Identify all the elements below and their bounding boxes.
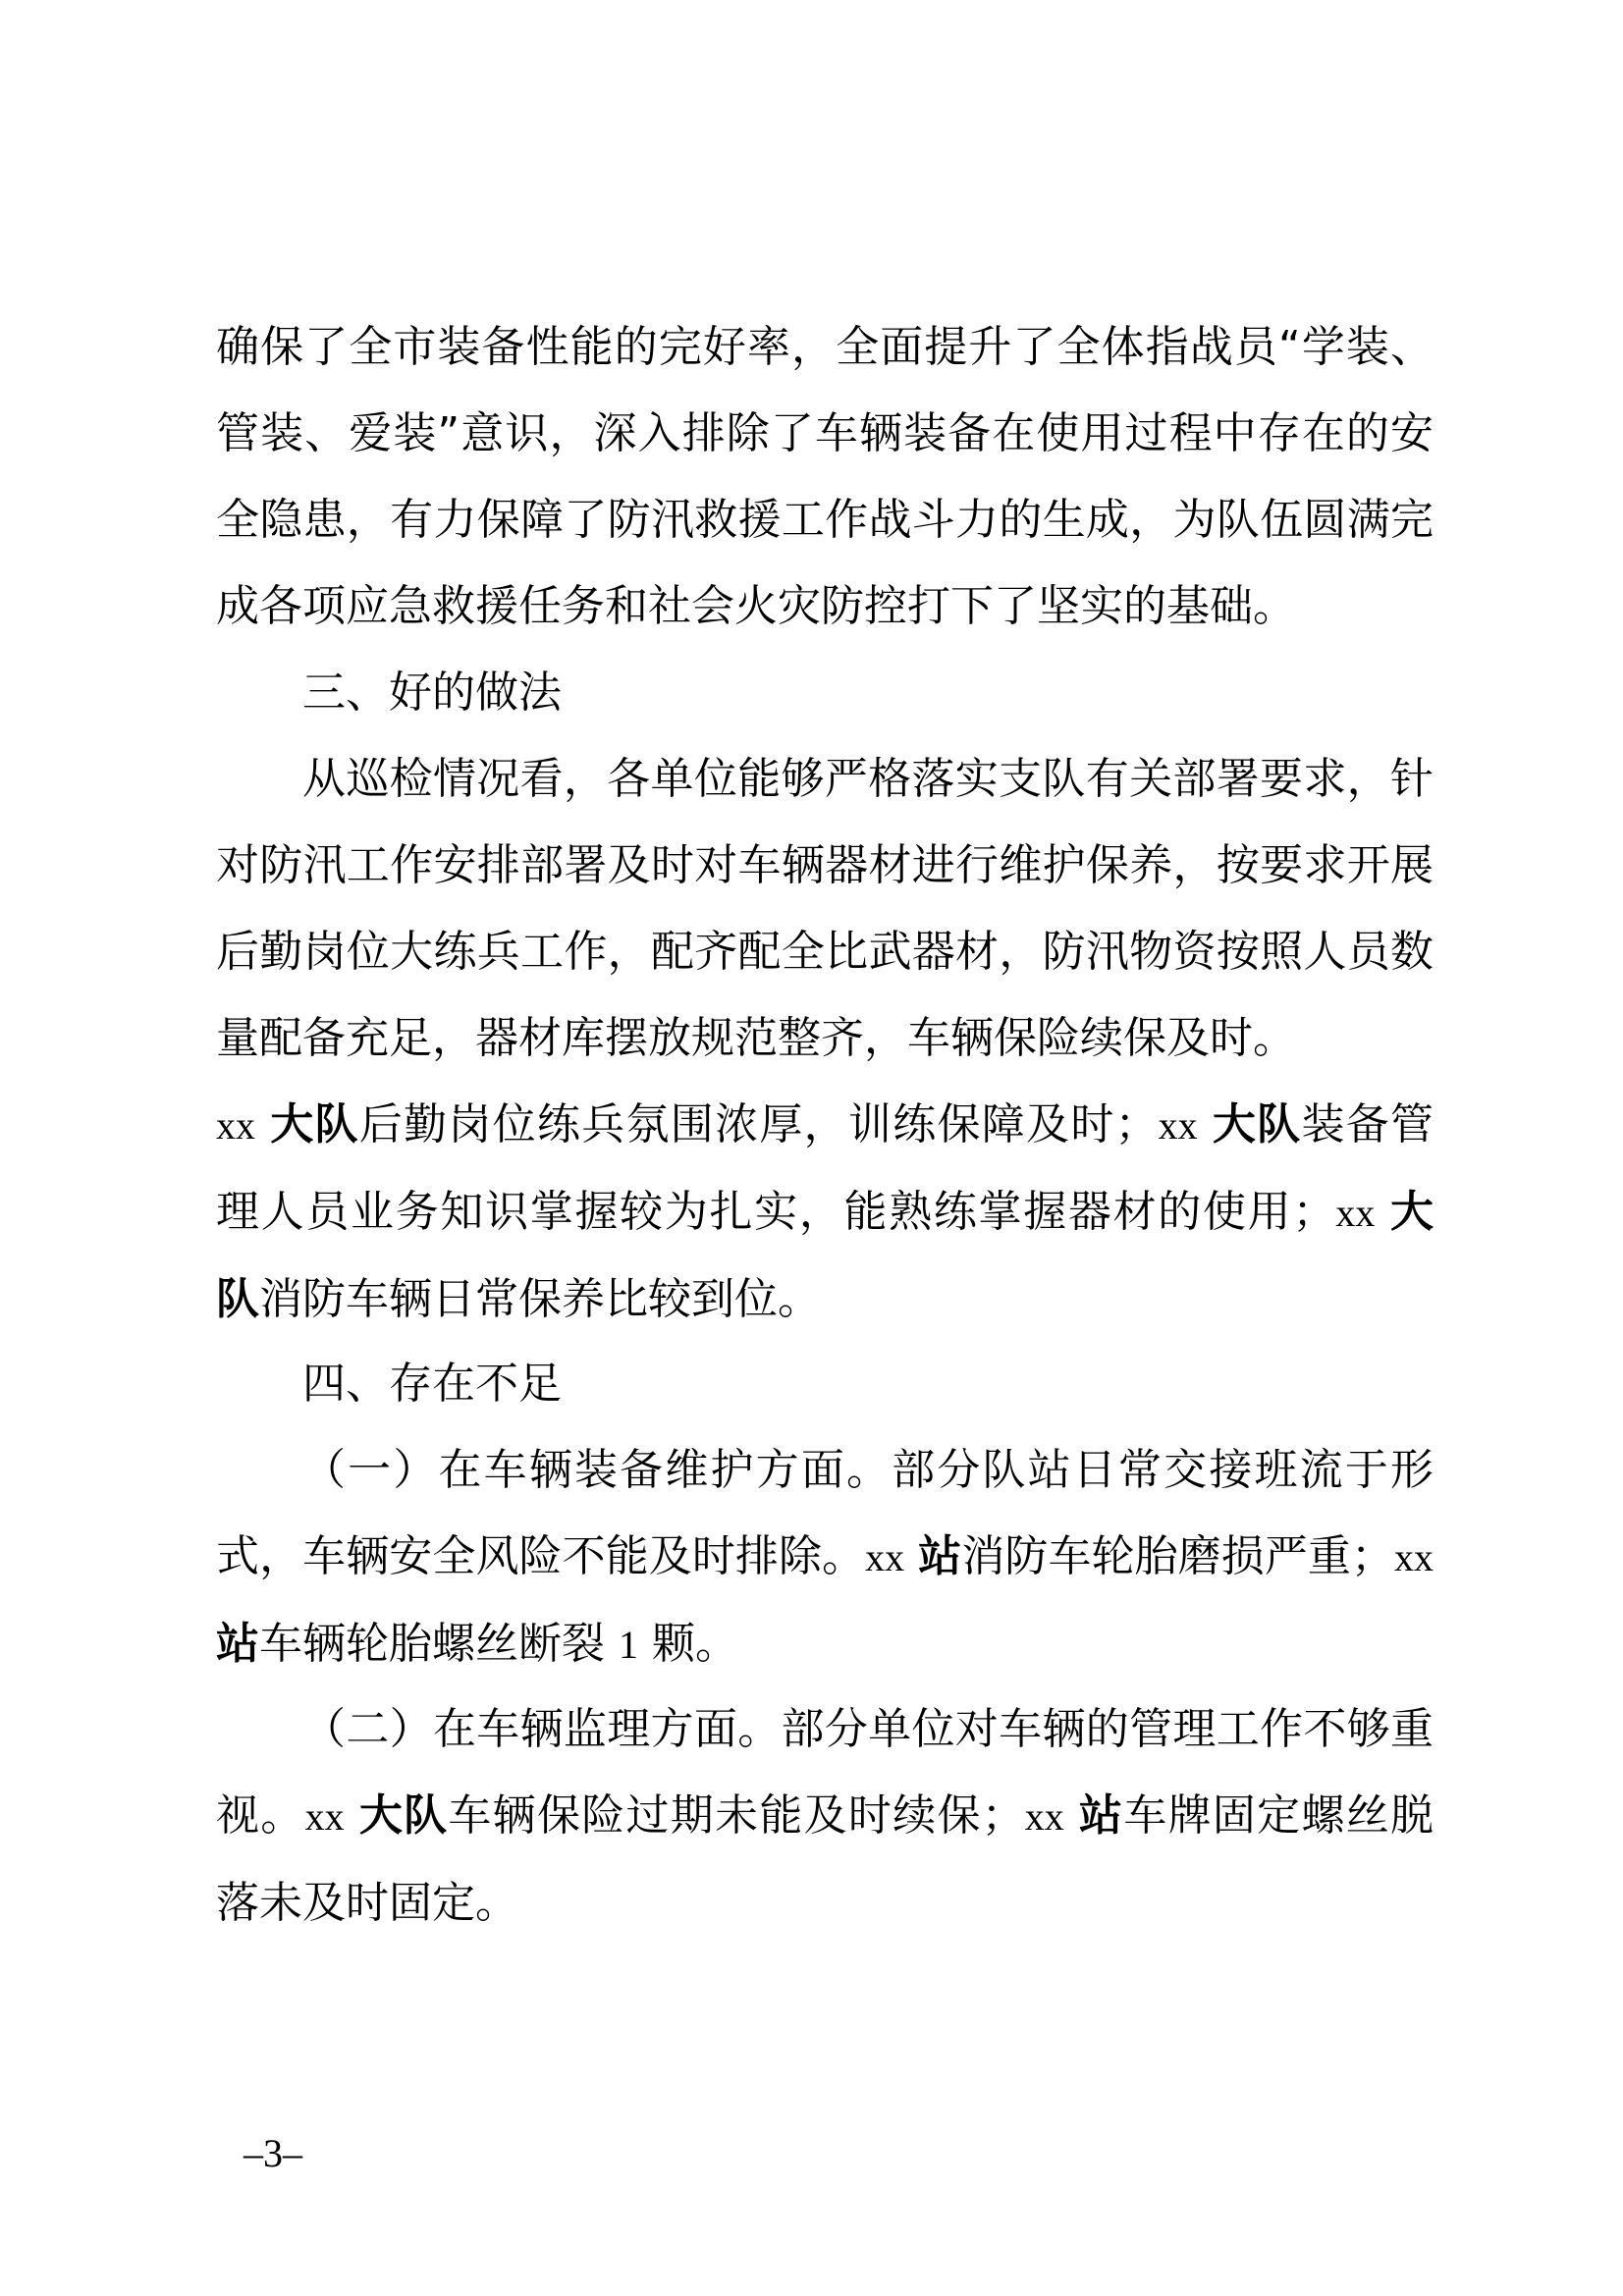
unit-label: 站 (918, 1531, 962, 1581)
placeholder-xx: xx (1024, 1794, 1064, 1839)
section-heading-4 (216, 1341, 1434, 1427)
placeholder-xx: xx (216, 1103, 255, 1148)
paragraph-good-practices (216, 736, 1434, 1082)
text-segment: （一）在车辆装备维护方面。部分队站日常交接班流于形式，车辆安全风险不能及时排除。 (216, 1445, 1434, 1581)
section-heading-3 (216, 650, 1434, 736)
subsection-vehicle-supervision (216, 1686, 1434, 1947)
text-segment: 车辆保险过期未能及时续保； (448, 1790, 1025, 1841)
placeholder-xx: xx (865, 1535, 905, 1579)
text-segment: 车牌固定螺丝脱落未及时固定。 (216, 1790, 1434, 1928)
text-segment: 车辆轮胎螺丝断裂 (259, 1619, 605, 1669)
unit-label: 大队 (216, 1187, 1434, 1324)
heading-good-practices: 三、好的做法 (302, 667, 562, 718)
placeholder-xx: xx (304, 1794, 345, 1839)
placeholder-xx: xx (1394, 1535, 1434, 1579)
unit-label: 站 (1079, 1790, 1124, 1841)
text-segment: （二）在车辆监理方面。部分单位对车辆的管理工作不够重视。 (216, 1704, 1434, 1841)
unit-label: 大队 (1212, 1099, 1302, 1149)
number-value: 1 (619, 1623, 638, 1667)
paragraph-inspection-overview: 从巡检情况看，各单位能够严格落实支队有关部署要求，针对防汛工作安排部署及时对车辆器材进行维护保养，按要求开展后勤岗位大练兵工作，配齐配全比武器材，防汛物资按照人员数量配备充足，器材库摆放规范整齐，车辆保险续保及时。 (216, 754, 1434, 1063)
paragraph-maintenance (216, 1427, 1434, 1688)
paragraph-supervision (216, 1686, 1434, 1947)
subsection-vehicle-maintenance (216, 1427, 1434, 1688)
paragraph-brigade-details (216, 1082, 1434, 1343)
text-segment: 后勤岗位练兵氛围浓厚，训练保障及时； (358, 1099, 1159, 1149)
placeholder-xx: xx (1158, 1103, 1198, 1148)
paragraph-unit-examples (216, 1082, 1434, 1343)
paragraph-continuation: 确保了全市装备性能的完好率，全面提升了全体指战员“学装、管装、爱装”意识，深入排除了车辆装备在使用过程中存在的安全隐患，有力保障了防汛救援工作战斗力的生成，为队伍圆满完成各项应急救援任务和社会火灾防控打下了坚实的基础。 (216, 322, 1434, 631)
text-segment: 装备管理人员业务知识掌握较为扎实，能熟练掌握器材的使用； (216, 1099, 1434, 1237)
unit-label: 大队 (358, 1790, 449, 1841)
heading-shortcomings: 四、存在不足 (302, 1359, 562, 1409)
text-segment: 消防车轮胎磨损严重； (961, 1531, 1395, 1581)
document-body (216, 304, 1434, 650)
unit-label: 大队 (270, 1099, 359, 1149)
placeholder-xx: xx (1335, 1191, 1376, 1235)
unit-label: 站 (216, 1619, 259, 1669)
text-segment: 消防车辆日常保养比较到位。 (259, 1274, 821, 1324)
page-number: –3– (243, 2131, 302, 2175)
text-segment: 颗。 (652, 1619, 738, 1669)
